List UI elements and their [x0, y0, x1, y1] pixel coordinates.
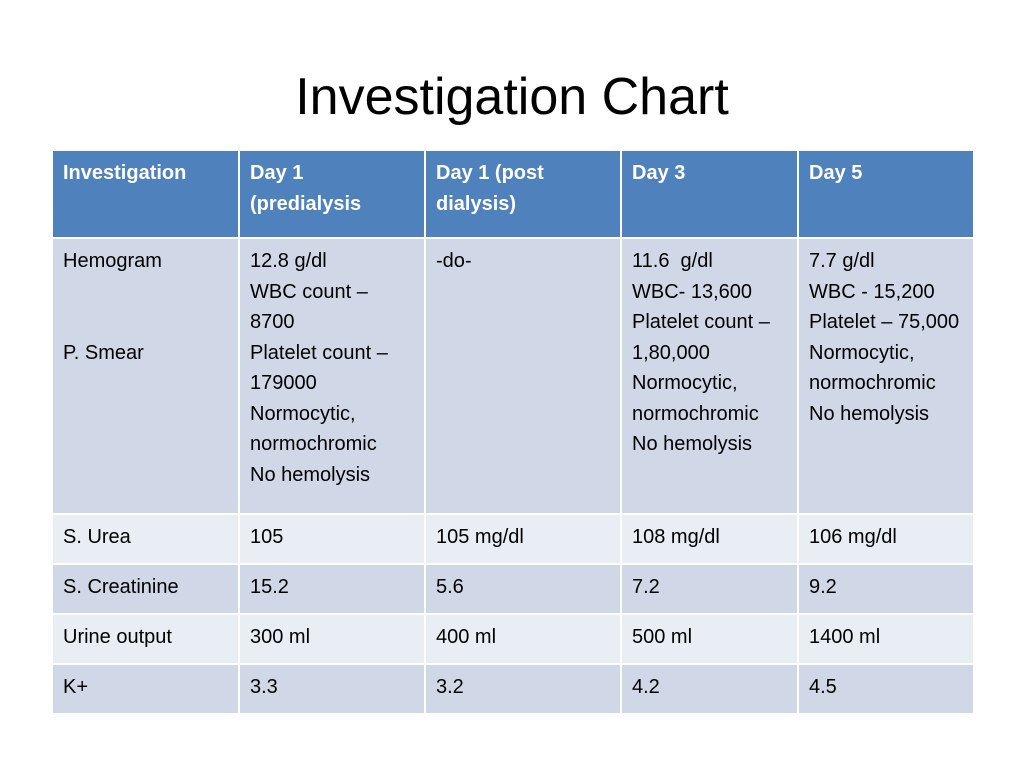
- table-cell: 106 mg/dl: [798, 514, 974, 564]
- row-label-hemogram: Hemogram: [63, 250, 162, 272]
- table-row-k-plus: [52, 664, 974, 714]
- table-cell: 4.5: [798, 664, 974, 714]
- table-cell: 105: [239, 514, 425, 564]
- table-cell: 5.6: [425, 564, 621, 614]
- row-label-cell: [52, 238, 239, 514]
- table-cell: 9.2: [798, 564, 974, 614]
- header-investigation: Investigation: [52, 150, 239, 238]
- row-label: Urine output: [52, 614, 239, 664]
- investigation-table: [51, 149, 975, 715]
- cell-line: WBC- 13,600: [632, 280, 753, 303]
- slide-title: Investigation Chart: [295, 68, 729, 126]
- cell-line: Normocytic, normochromic: [809, 341, 936, 394]
- cell-line: WBC - 15,200: [809, 280, 935, 303]
- row-label: K+: [52, 664, 239, 714]
- row-label: S. Creatinine: [52, 564, 239, 614]
- table-cell: 300 ml: [239, 614, 425, 664]
- row-label: S. Urea: [52, 514, 239, 564]
- table-row-hemogram: [52, 238, 974, 514]
- hemogram-day5-cell: [798, 238, 974, 514]
- cell-line: 7.7 g/dl: [809, 250, 875, 272]
- hemogram-day3-cell: [621, 238, 798, 514]
- table-cell: 15.2: [239, 564, 425, 614]
- table-cell: 108 mg/dl: [621, 514, 798, 564]
- table-row-urine-output: [52, 614, 974, 664]
- cell-line: 11.6 g/dl: [632, 250, 713, 272]
- header-day1-post-dialysis: Day 1 (post dialysis): [425, 150, 621, 238]
- table-cell: 4.2: [621, 664, 798, 714]
- cell-line: Platelet – 75,000: [809, 311, 960, 333]
- cell-line: Normocytic, normochromic: [250, 402, 377, 455]
- hemogram-day1-post-cell: -do-: [425, 238, 621, 514]
- table-cell: 7.2: [621, 564, 798, 614]
- cell-line: Platelet count – 179000: [250, 341, 394, 394]
- row-label-p-smear: P. Smear: [63, 341, 144, 364]
- table-cell: 3.2: [425, 664, 621, 714]
- table-cell: 1400 ml: [798, 614, 974, 664]
- cell-line: WBC count – 8700: [250, 280, 374, 333]
- cell-line: Normocytic, normochromic: [632, 372, 759, 425]
- hemogram-day1-pre-cell: [239, 238, 425, 514]
- table-row-s-creatinine: [52, 564, 974, 614]
- cell-line: Platelet count – 1,80,000: [632, 311, 776, 364]
- table-cell: 400 ml: [425, 614, 621, 664]
- cell-line: No hemolysis: [809, 402, 930, 425]
- table-cell: 500 ml: [621, 614, 798, 664]
- table-row-s-urea: [52, 514, 974, 564]
- header-day3: Day 3: [621, 150, 798, 238]
- table-cell: 3.3: [239, 664, 425, 714]
- table-header-row: [52, 150, 974, 238]
- cell-line: 12.8 g/dl: [250, 250, 327, 272]
- table-cell: 105 mg/dl: [425, 514, 621, 564]
- header-day5: Day 5: [798, 150, 974, 238]
- cell-line: No hemolysis: [250, 463, 371, 486]
- cell-line: No hemolysis: [632, 433, 753, 455]
- header-day1-predialysis: Day 1 (predialysis: [239, 150, 425, 238]
